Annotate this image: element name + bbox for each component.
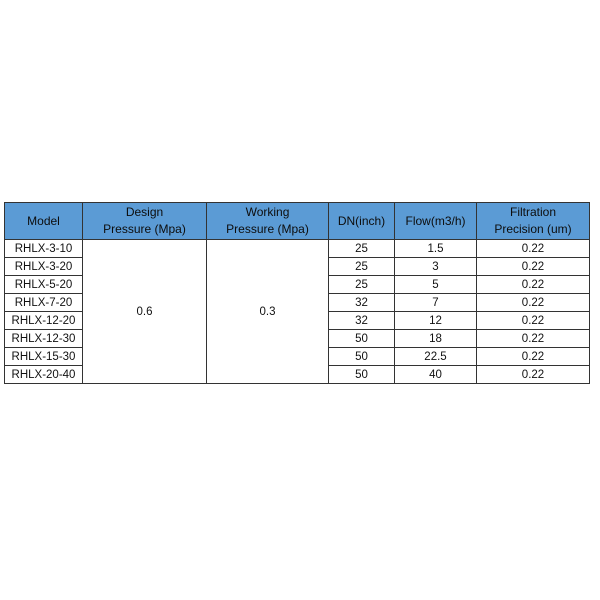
cell-dn: 25 — [329, 258, 395, 276]
cell-model: RHLX-5-20 — [5, 276, 83, 294]
header-flow: Flow(m3/h) — [395, 203, 477, 240]
cell-precision: 0.22 — [477, 294, 590, 312]
cell-dn: 50 — [329, 366, 395, 384]
header-filtration-line2: Precision (um) — [494, 222, 572, 236]
cell-dn: 50 — [329, 330, 395, 348]
header-design-pressure — [83, 203, 207, 240]
cell-model: RHLX-12-30 — [5, 330, 83, 348]
cell-precision: 0.22 — [477, 348, 590, 366]
cell-flow: 7 — [395, 294, 477, 312]
cell-dn: 32 — [329, 294, 395, 312]
cell-flow: 22.5 — [395, 348, 477, 366]
cell-precision: 0.22 — [477, 276, 590, 294]
cell-model: RHLX-12-20 — [5, 312, 83, 330]
cell-dn: 25 — [329, 276, 395, 294]
cell-flow: 40 — [395, 366, 477, 384]
cell-dn: 50 — [329, 348, 395, 366]
cell-model: RHLX-20-40 — [5, 366, 83, 384]
cell-model: RHLX-7-20 — [5, 294, 83, 312]
cell-precision: 0.22 — [477, 312, 590, 330]
cell-flow: 3 — [395, 258, 477, 276]
cell-flow: 18 — [395, 330, 477, 348]
header-working-pressure — [207, 203, 329, 240]
cell-design-pressure: 0.6 — [83, 240, 207, 384]
cell-flow: 12 — [395, 312, 477, 330]
header-filtration-line1: Filtration — [509, 205, 556, 219]
cell-precision: 0.22 — [477, 366, 590, 384]
cell-flow: 1.5 — [395, 240, 477, 258]
table-row — [5, 240, 590, 258]
header-working-pressure-line1: Working — [245, 205, 290, 219]
cell-precision: 0.22 — [477, 330, 590, 348]
cell-precision: 0.22 — [477, 258, 590, 276]
cell-dn: 32 — [329, 312, 395, 330]
header-model: Model — [5, 203, 83, 240]
header-dn: DN(inch) — [329, 203, 395, 240]
header-working-pressure-line2: Pressure (Mpa) — [226, 222, 309, 236]
cell-working-pressure: 0.3 — [207, 240, 329, 384]
spec-table — [4, 202, 590, 384]
header-row — [5, 203, 590, 240]
header-design-pressure-line2: Pressure (Mpa) — [103, 222, 186, 236]
cell-flow: 5 — [395, 276, 477, 294]
header-filtration-precision — [477, 203, 590, 240]
cell-precision: 0.22 — [477, 240, 590, 258]
header-design-pressure-line1: Design — [125, 205, 164, 219]
cell-model: RHLX-3-10 — [5, 240, 83, 258]
cell-dn: 25 — [329, 240, 395, 258]
cell-model: RHLX-3-20 — [5, 258, 83, 276]
cell-model: RHLX-15-30 — [5, 348, 83, 366]
